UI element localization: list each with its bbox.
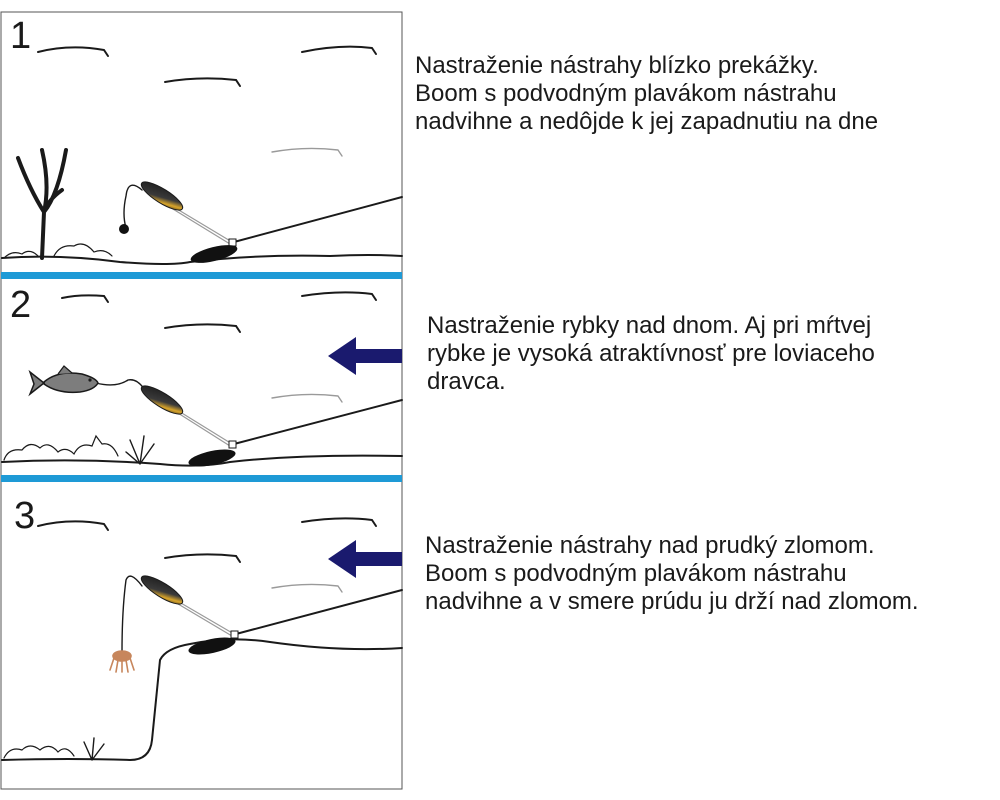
caption-line: Boom s podvodným plavákom nástrahu (415, 80, 837, 107)
caption-line: Nastraženie rybky nad dnom. Aj pri mŕtvej (427, 312, 872, 339)
panel-3-number: 3 (14, 495, 36, 537)
caption-line: dravca. (427, 368, 506, 395)
caption-line: nadvihne a v smere prúdu ju drží nad zlomom. (425, 588, 919, 615)
bait (119, 224, 129, 234)
caption-panel-2 (427, 312, 875, 396)
panel-2-number: 2 (10, 284, 32, 326)
caption-panel-3 (425, 532, 919, 616)
caption-panel-1 (415, 52, 878, 136)
caption-line: Nastraženie nástrahy nad prudký zlomom. (425, 532, 875, 559)
divider-1 (1, 272, 402, 279)
diagram-frame (1, 12, 402, 789)
panel-1-number: 1 (10, 15, 32, 57)
swivel (229, 441, 236, 448)
caption-line: nadvihne a nedôjde k jej zapadnutiu na dne (415, 108, 879, 135)
caption-line: Boom s podvodným plavákom nástrahu (425, 560, 847, 587)
swivel (229, 239, 236, 246)
caption-line: Nastraženie nástrahy blízko prekážky. (415, 52, 819, 79)
divider-2 (1, 475, 402, 482)
swivel (231, 631, 238, 638)
caption-line: rybke je vysoká atraktívnosť pre loviaceho (427, 340, 875, 367)
